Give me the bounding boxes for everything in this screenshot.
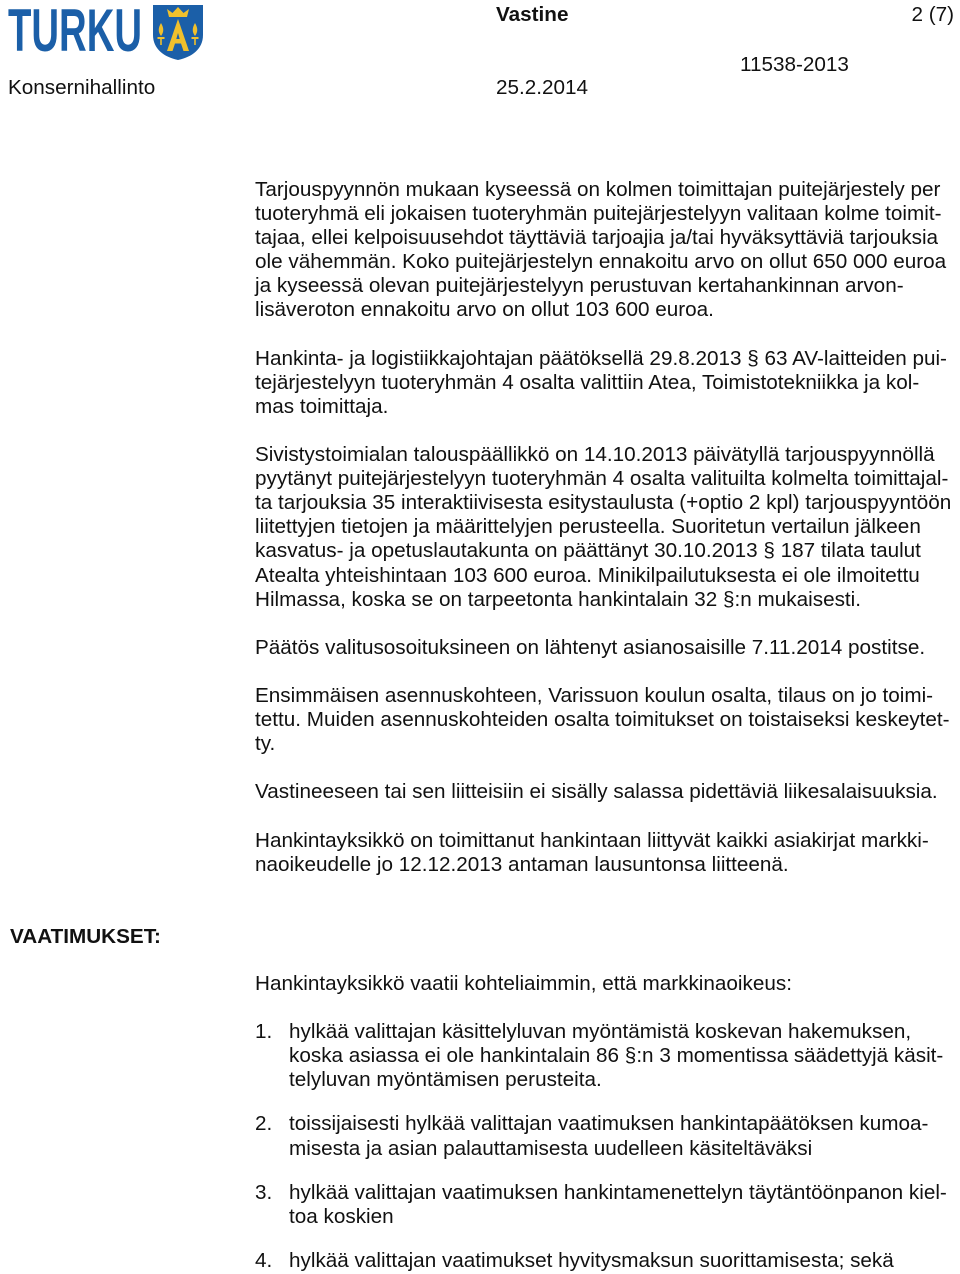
requirement-item <box>255 1020 959 1092</box>
text-line: Hankinta- ja logistiikkajohtajan päätöksellä 29.8.2013 § 63 AV-laitteiden pui- <box>255 346 947 370</box>
text-line: ja kyseessä olevan puitejärjestelyyn perustuvan kertahankinnan arvon- <box>255 274 904 298</box>
requirements-intro: Hankintayksikkö vaatii kohteliaimmin, että markkinaoikeus: <box>255 972 792 995</box>
text-line: misesta ja asian palauttamisesta uudelleen käsiteltäväksi <box>289 1136 813 1160</box>
turku-coat-of-arms-icon <box>150 2 206 62</box>
text-line: toissijaisesti hylkää valittajan vaatimuksen hankintapäätöksen kumoa- <box>289 1112 929 1136</box>
page-number: 2 (7) <box>911 3 954 26</box>
text-line: Hankintayksikkö on toimittanut hankintaan liittyvät kaikki asiakirjat markki- <box>255 828 929 852</box>
text-line: hylkää valittajan käsittelyluvan myöntämistä koskevan hakemuksen, <box>289 1020 912 1044</box>
document-date: 25.2.2014 <box>496 76 589 99</box>
document-type: Vastine <box>496 3 569 26</box>
text-line: ole vähemmän. Koko puitejärjestelyn ennakoitu arvo on ollut 650 000 euroa <box>255 250 947 274</box>
text-line: koska asiassa ei ole hankintalain 86 §:n 3 momentissa säädettyjä käsit- <box>289 1044 944 1068</box>
list-number: 2. <box>255 1112 273 1136</box>
text-line: ta tarjouksia 35 interaktiivisesta esitystaulusta (+optio 2 kpl) tarjouspyyntöön <box>255 491 952 515</box>
text-line: Tarjouspyynnön mukaan kyseessä on kolmen toimittajan puitejärjestely per <box>255 178 941 201</box>
text-line: Hilmassa, koska se on tarpeetonta hankintalain 32 §:n mukaisesti. <box>255 587 862 611</box>
text-line: lisäveroton ennakoitu arvo on ollut 103 600 euroa. <box>255 298 714 322</box>
paragraph-documents-submitted <box>255 829 959 877</box>
text-line: telyluvan myöntämisen perusteita. <box>289 1068 602 1092</box>
requirement-item <box>255 1181 959 1229</box>
paragraph-framework-decision <box>255 347 959 419</box>
text-line: toa koskien <box>289 1204 394 1228</box>
list-number: 1. <box>255 1020 273 1044</box>
paragraph-business-secrets <box>255 780 959 804</box>
text-line: tajaa, ellei kelpoisuusehdot täyttäviä tarjoajia ja/tai hyväksyttäviä tarjouksia <box>255 226 939 250</box>
text-line: liitettyjen tietojen ja määrittelyjen perusteella. Suoritetun vertailun jälkeen <box>255 515 921 539</box>
requirements-heading: VAATIMUKSET: <box>10 925 161 948</box>
requirement-item <box>255 1249 959 1273</box>
list-number: 3. <box>255 1180 273 1204</box>
requirement-text <box>289 1112 959 1160</box>
text-line: tuoteryhmä eli jokaisen tuoteryhmän puitejärjestelyyn valitaan kolme toimit- <box>255 202 942 226</box>
text-line: Vastineeseen tai sen liitteisiin ei sisälly salassa pidettäviä liikesalaisuuksia. <box>255 780 938 804</box>
text-line: Ensimmäisen asennuskohteen, Varissuon koulun osalta, tilaus on jo toimi- <box>255 683 934 707</box>
turku-logo <box>6 0 146 64</box>
text-line: Sivistystoimialan talouspäällikkö on 14.10.2013 päivätyllä tarjouspyynnöllä <box>255 443 935 467</box>
text-line: mas toimittaja. <box>255 394 389 418</box>
body-text <box>255 178 959 877</box>
text-line: naoikeudelle jo 12.12.2013 antaman lausuntonsa liitteenä. <box>255 852 789 876</box>
requirements-section <box>255 972 959 1273</box>
requirement-text <box>289 1249 959 1273</box>
paragraph-installation-status <box>255 684 959 756</box>
text-line: hylkää valittajan vaatimukset hyvitysmaksun suorittamisesta; sekä <box>289 1248 894 1272</box>
paragraph-mini-competition <box>255 443 959 612</box>
requirement-item <box>255 1112 959 1160</box>
text-line: kasvatus- ja opetuslautakunta on päättänyt 30.10.2013 § 187 tilata taulut <box>255 539 921 563</box>
requirement-text <box>289 1020 959 1092</box>
requirement-text <box>289 1181 959 1229</box>
text-line: tejärjestelyyn tuoteryhmän 4 osalta valittiin Atea, Toimistotekniikka ja kol- <box>255 370 920 394</box>
text-line: Päätös valitusosoituksineen on lähtenyt asianosaisille 7.11.2014 postitse. <box>255 635 926 659</box>
department: Konsernihallinto <box>8 76 156 99</box>
text-line: ty. <box>255 732 276 756</box>
list-number: 4. <box>255 1248 273 1272</box>
text-line: pyytänyt puitejärjestelyyn tuoteryhmän 4 osalta valituilta kolmelta toimittajal- <box>255 467 949 491</box>
paragraph-decision-delivery <box>255 636 959 660</box>
text-line: hylkää valittajan vaatimuksen hankintamenettelyn täytäntöönpanon kiel- <box>289 1180 947 1204</box>
logo-wordmark: TURKU <box>8 0 142 64</box>
text-line: Atealta yhteishintaan 103 600 euroa. Minikilpailutuksesta ei ole ilmoitettu <box>255 563 920 587</box>
record-number: 11538-2013 <box>740 53 849 76</box>
text-line: tettu. Muiden asennuskohteiden osalta toimitukset on toistaiseksi keskeytet- <box>255 708 950 732</box>
paragraph-tender-request <box>255 178 959 323</box>
